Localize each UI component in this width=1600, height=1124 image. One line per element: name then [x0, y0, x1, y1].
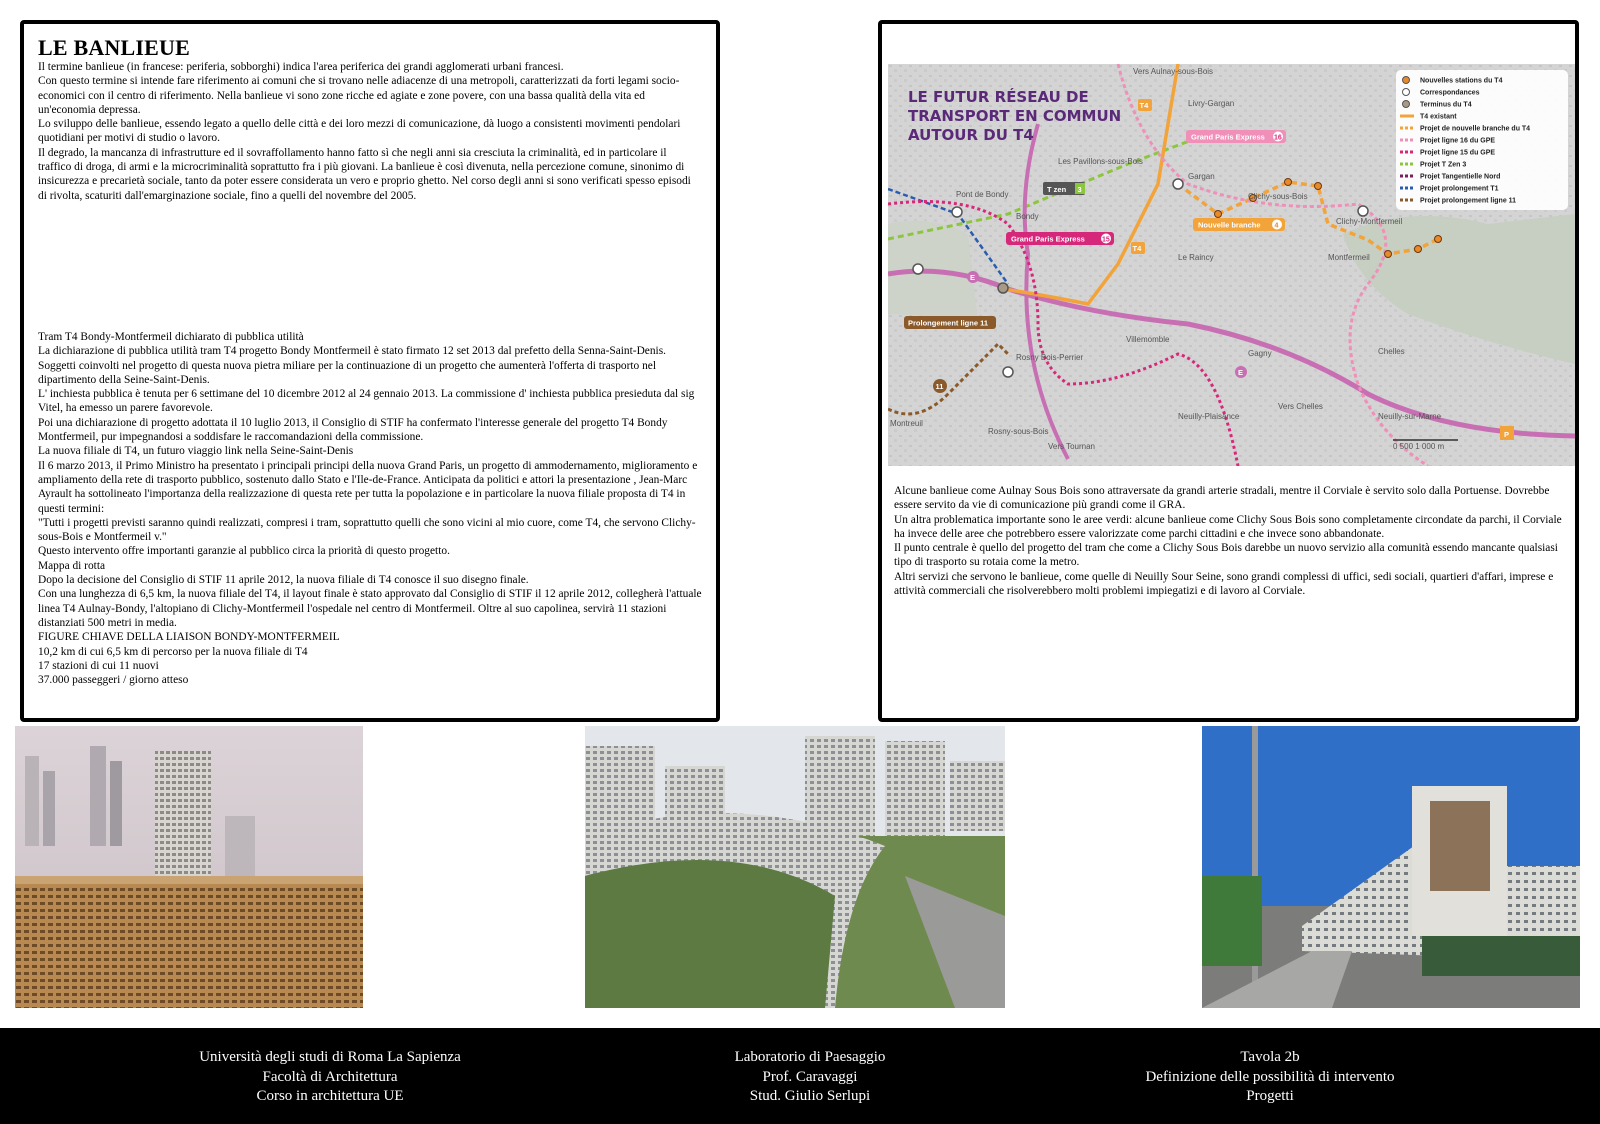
paragraph: Questo intervento offre importanti garanzie al pubblico circa la priorità di questo progetto.	[38, 545, 450, 558]
scale-bar-label: 0 500 1 000 m	[1393, 442, 1445, 451]
place-label: Vers Tournan	[1048, 442, 1095, 451]
legend-swatch	[1403, 89, 1410, 96]
legend-label: Projet prolongement ligne 11	[1420, 197, 1517, 205]
section-heading: FIGURE CHIAVE DELLA LIAISON BONDY-MONTFERMEIL	[38, 631, 340, 644]
station-rosny	[1003, 367, 1013, 377]
place-label: Les Pavillons-sous-Bois	[1058, 157, 1143, 166]
place-label: Livry-Gargan	[1188, 99, 1235, 108]
gpe15-number: 15	[1102, 236, 1110, 244]
station-noisy	[913, 264, 923, 274]
new-station	[1415, 246, 1422, 253]
photo-street-block	[1202, 726, 1580, 1008]
footer-line: Laboratorio di Paesaggio	[734, 1049, 886, 1065]
map-title-line: AUTOUR DU T4	[908, 126, 1034, 144]
transport-map	[888, 64, 1575, 466]
paragraph: Il 6 marzo 2013, il Primo Ministro ha presentato i principali principi della nuova Grand Paris, un progetto di ammodernamento, miglioramento e ampliamento della rete di trasporto pubblico, sostenuto dallo Stato e l'Ile-de-France. Anticipata da politici e attori la presentazione , Jean-Marc Ayrault ha sottolineato l'importanza della realizzazione di questa rete per tutta la popolazione e in particolare la nuova filiale proposta di T4 in questi termini:	[38, 459, 698, 515]
legend-swatch	[1403, 77, 1410, 84]
intro-text	[38, 60, 702, 203]
place-label: Vers Chelles	[1278, 402, 1323, 411]
paragraph: Un altra problematica importante sono le aree verdi: alcune banlieue come Clichy Sous Bois sono completamente circondate da parchi, il Corviale ha invece delle aree che potrebbero essere valorizzate come parchi cittadini e che invece sono abbandonate.	[894, 513, 1562, 540]
section-heading: Mappa di rotta	[38, 559, 106, 572]
legend-label: Nouvelles stations du T4	[1420, 77, 1503, 85]
footer-line: Prof. Caravaggi	[762, 1068, 858, 1085]
legend-label: Projet Tangentielle Nord	[1420, 173, 1501, 181]
paragraph: Dopo la decisione del Consiglio di STIF 11 aprile 2012, la nuova filiale di T4 conosce il suo disegno finale.	[38, 574, 529, 587]
key-figure: 17 stazioni di cui 11 nuovi	[38, 659, 159, 672]
new-station	[1435, 236, 1442, 243]
paragraph: Soggetti coinvolti nel progetto di questa nuova pietra miliare per la continuazione di un progetto che aumenterà l'offerta di trasporto nel dipartimento della Seine-Saint-Denis.	[38, 359, 657, 386]
station-gargan	[1173, 179, 1183, 189]
t4-marker-label: T4	[1132, 244, 1142, 253]
key-figure: 37.000 passeggeri / giorno atteso	[38, 674, 189, 687]
place-label: Le Raincy	[1178, 253, 1214, 262]
paragraph: Con questo termine si intende fare riferimento ai comuni che si trovano nelle adiacenze di una metropoli, caratterizzati da forti legami socio-economici con il centro di riferimento. Nella banlieue vi sono zone ricche ed agiate e zone povere, con una bassa qualità della vita ed un'economia depressa.	[38, 75, 680, 116]
parking-label: P	[1504, 430, 1510, 439]
analysis-text	[894, 484, 1563, 598]
page-title: LE BANLIEUE	[38, 35, 190, 60]
paragraph: Con una lunghezza di 6,5 km, la nuova filiale del T4, il layout finale è stato approvato dal Consiglio di STIF il 12 aprile 2012, collegherà l'attuale linea T4 Aulnay-Bondy, l'altopiano di Clichy-Montfermeil l'ospedale nel centro di Montfermeil. Oltre al suo capolinea, servirà 11 stazioni distanziati 500 metri in media.	[38, 588, 702, 629]
paragraph: La dichiarazione di pubblica utilità tram T4 progetto Bondy Montfermeil è stato firmato 12 set 2013 dal prefetto della Senna-Saint-Denis.	[38, 345, 667, 358]
rer-e-label: E	[970, 273, 976, 282]
footer-line: Progetti	[1246, 1088, 1294, 1104]
place-label: Chelles	[1378, 347, 1405, 356]
tzen-tag-label: T zen	[1047, 185, 1067, 194]
footer-line: Definizione delle possibilità di intervento	[1145, 1068, 1395, 1085]
place-label: Gagny	[1248, 349, 1272, 358]
map-legend	[1396, 70, 1568, 210]
footer-line: Tavola 2b	[1240, 1049, 1300, 1065]
t4-marker-label: T4	[1139, 101, 1149, 110]
place-label: Clichy-Montfermeil	[1336, 217, 1403, 226]
line11-number: 11	[935, 382, 944, 391]
footer-course	[640, 1048, 980, 1107]
footer-sheet	[1090, 1048, 1450, 1107]
paragraph: Altri servizi che servono le banlieue, come quelle di Neuilly Sour Seine, sono grandi complessi di uffici, sedi sociali, quartieri d'affari, imprese e attività commerciali che risolverebbero molti problemi impiegatizi e di lavoro al Corviale.	[894, 570, 1554, 598]
station-clichy-montfermeil	[1358, 206, 1368, 216]
paragraph: Lo sviluppo delle banlieue, essendo legato a quello delle città e dei loro mezzi di comunicazione, dà luogo a consistenti movimenti pendolari quotidiani per motivi di studio o lavoro.	[38, 118, 681, 145]
map-title-line: TRANSPORT EN COMMUN	[908, 107, 1122, 125]
legend-label: Projet T Zen 3	[1420, 161, 1467, 169]
new-station	[1315, 183, 1322, 190]
line11-tag-label: Prolongement ligne 11	[908, 318, 989, 328]
photo-curved-housing	[585, 726, 1005, 1008]
legend-swatch	[1403, 101, 1410, 108]
place-label: Rosny-sous-Bois	[988, 427, 1049, 436]
place-label: Neuilly-Plaisance	[1178, 412, 1240, 421]
place-label: Clichy-sous-Bois	[1248, 192, 1308, 201]
footer-line: Facoltà di Architettura	[262, 1068, 398, 1085]
photo-tower-blocks	[15, 726, 363, 1008]
place-label: Neuilly-sur-Marne	[1378, 412, 1442, 421]
footer-line: Stud. Giulio Serlupi	[749, 1088, 871, 1104]
legend-label: Projet ligne 15 du GPE	[1420, 149, 1496, 157]
map-panel	[878, 20, 1579, 722]
station-bondy	[998, 283, 1008, 293]
quote: "Tutti i progetti previsti saranno quindi realizzati, compresi i tram, soprattutto quelli che sono vicini al mio cuore, come T4, che servono Clichy-sous-Bois e Montfermeil v."	[38, 516, 696, 544]
new-station	[1215, 211, 1222, 218]
paragraph: Poi una dichiarazione di progetto adottata il 10 luglio 2013, il Consiglio di STIF ha confermato l'interesse generale del progetto T4 Bondy Montfermeil, pur impegnandosi a soddisfare le raccomandazioni della commissione.	[38, 416, 668, 444]
paragraph: Il punto centrale è quello del progetto del tram che come a Clichy Sous Bois darebbe un nuovo servizio alla comunità essendo mancante qualsiasi tipo di trasporto su rotaia come la metro.	[894, 542, 1558, 569]
tram-text	[38, 330, 704, 687]
footer-university	[150, 1048, 510, 1107]
legend-label: Projet ligne 16 du GPE	[1420, 137, 1496, 145]
text-panel-left	[20, 20, 720, 722]
place-label: Rosny Bois-Perrier	[1016, 353, 1084, 362]
nouvelle-branche-label: Nouvelle branche	[1198, 220, 1261, 230]
station-pont-de-bondy	[952, 207, 962, 217]
place-label: Vers Aulnay-sous-Bois	[1133, 67, 1214, 76]
gpe16-tag-label: Grand Paris Express	[1191, 132, 1265, 142]
place-label: Bondy	[1016, 212, 1039, 221]
gpe15-tag-label: Grand Paris Express	[1011, 234, 1085, 244]
legend-label: Correspondances	[1420, 89, 1480, 97]
transport-map-svg	[888, 64, 1575, 466]
tzen-number: 3	[1077, 185, 1082, 194]
map-title-line: LE FUTUR RÉSEAU DE	[908, 88, 1089, 106]
section-heading: Tram T4 Bondy-Montfermeil dichiarato di pubblica utilità	[38, 331, 304, 343]
paragraph: Alcune banlieue come Aulnay Sous Bois sono attraversate da grandi arterie stradali, mentre il Corviale è servito solo dalla Portuense. Dovrebbe essere servito da vie di comunicazione più grandi come il GRA.	[894, 485, 1550, 512]
gpe16-number: 16	[1274, 134, 1282, 142]
rer-e-label: E	[1238, 368, 1244, 377]
t4-number: 4	[1274, 222, 1279, 230]
footer-bar	[0, 1028, 1600, 1124]
place-label: Pont de Bondy	[956, 190, 1009, 199]
legend-label: T4 existant	[1420, 113, 1457, 121]
legend-label: Terminus du T4	[1420, 101, 1472, 109]
paragraph: L' inchiesta pubblica è tenuta per 6 settimane del 10 dicembre 2012 al 24 gennaio 2013. La commissione d' inchiesta pubblica presieduta dal sig Vitel, ha emesso un parere favorevole.	[38, 388, 695, 415]
legend-label: Projet de nouvelle branche du T4	[1420, 125, 1531, 133]
place-label: Gargan	[1188, 172, 1215, 181]
key-figure: 10,2 km di cui 6,5 km di percorso per la nuova filiale di T4	[38, 645, 308, 658]
paragraph: Il degrado, la mancanza di infrastrutture ed il sovraffollamento hanno fatto sì che negli anni sia cresciuta la criminalità, ed in particolare il traffico di droga, di armi e la microcriminalità soprattutto fra i più giovani. La banlieue è così divenuta, nella percezione comune, sinonimo di insicurezza e precarietà sociale, tanto da poter essere considerata un vero e proprio ghetto. Nel corso degli anni si sono verificati spesso episodi di rivolta, scaturiti dall'emarginazione sociale, fino a quelli del novembre del 2005.	[38, 146, 691, 202]
section-heading: La nuova filiale di T4, un futuro viaggio link nella Seine-Saint-Denis	[38, 445, 354, 458]
footer-line: Università degli studi di Roma La Sapienza	[199, 1049, 461, 1065]
place-label: Montreuil	[890, 419, 923, 428]
place-label: Montfermeil	[1328, 253, 1370, 262]
new-station	[1285, 179, 1292, 186]
new-station	[1385, 251, 1392, 258]
paragraph: Il termine banlieue (in francese: periferia, sobborghi) indica l'area periferica dei grandi agglomerati urbani francesi.	[38, 61, 564, 73]
place-label: Villemomble	[1126, 335, 1170, 344]
legend-label: Projet prolongement T1	[1420, 185, 1499, 193]
footer-line: Corso in architettura UE	[256, 1088, 404, 1104]
